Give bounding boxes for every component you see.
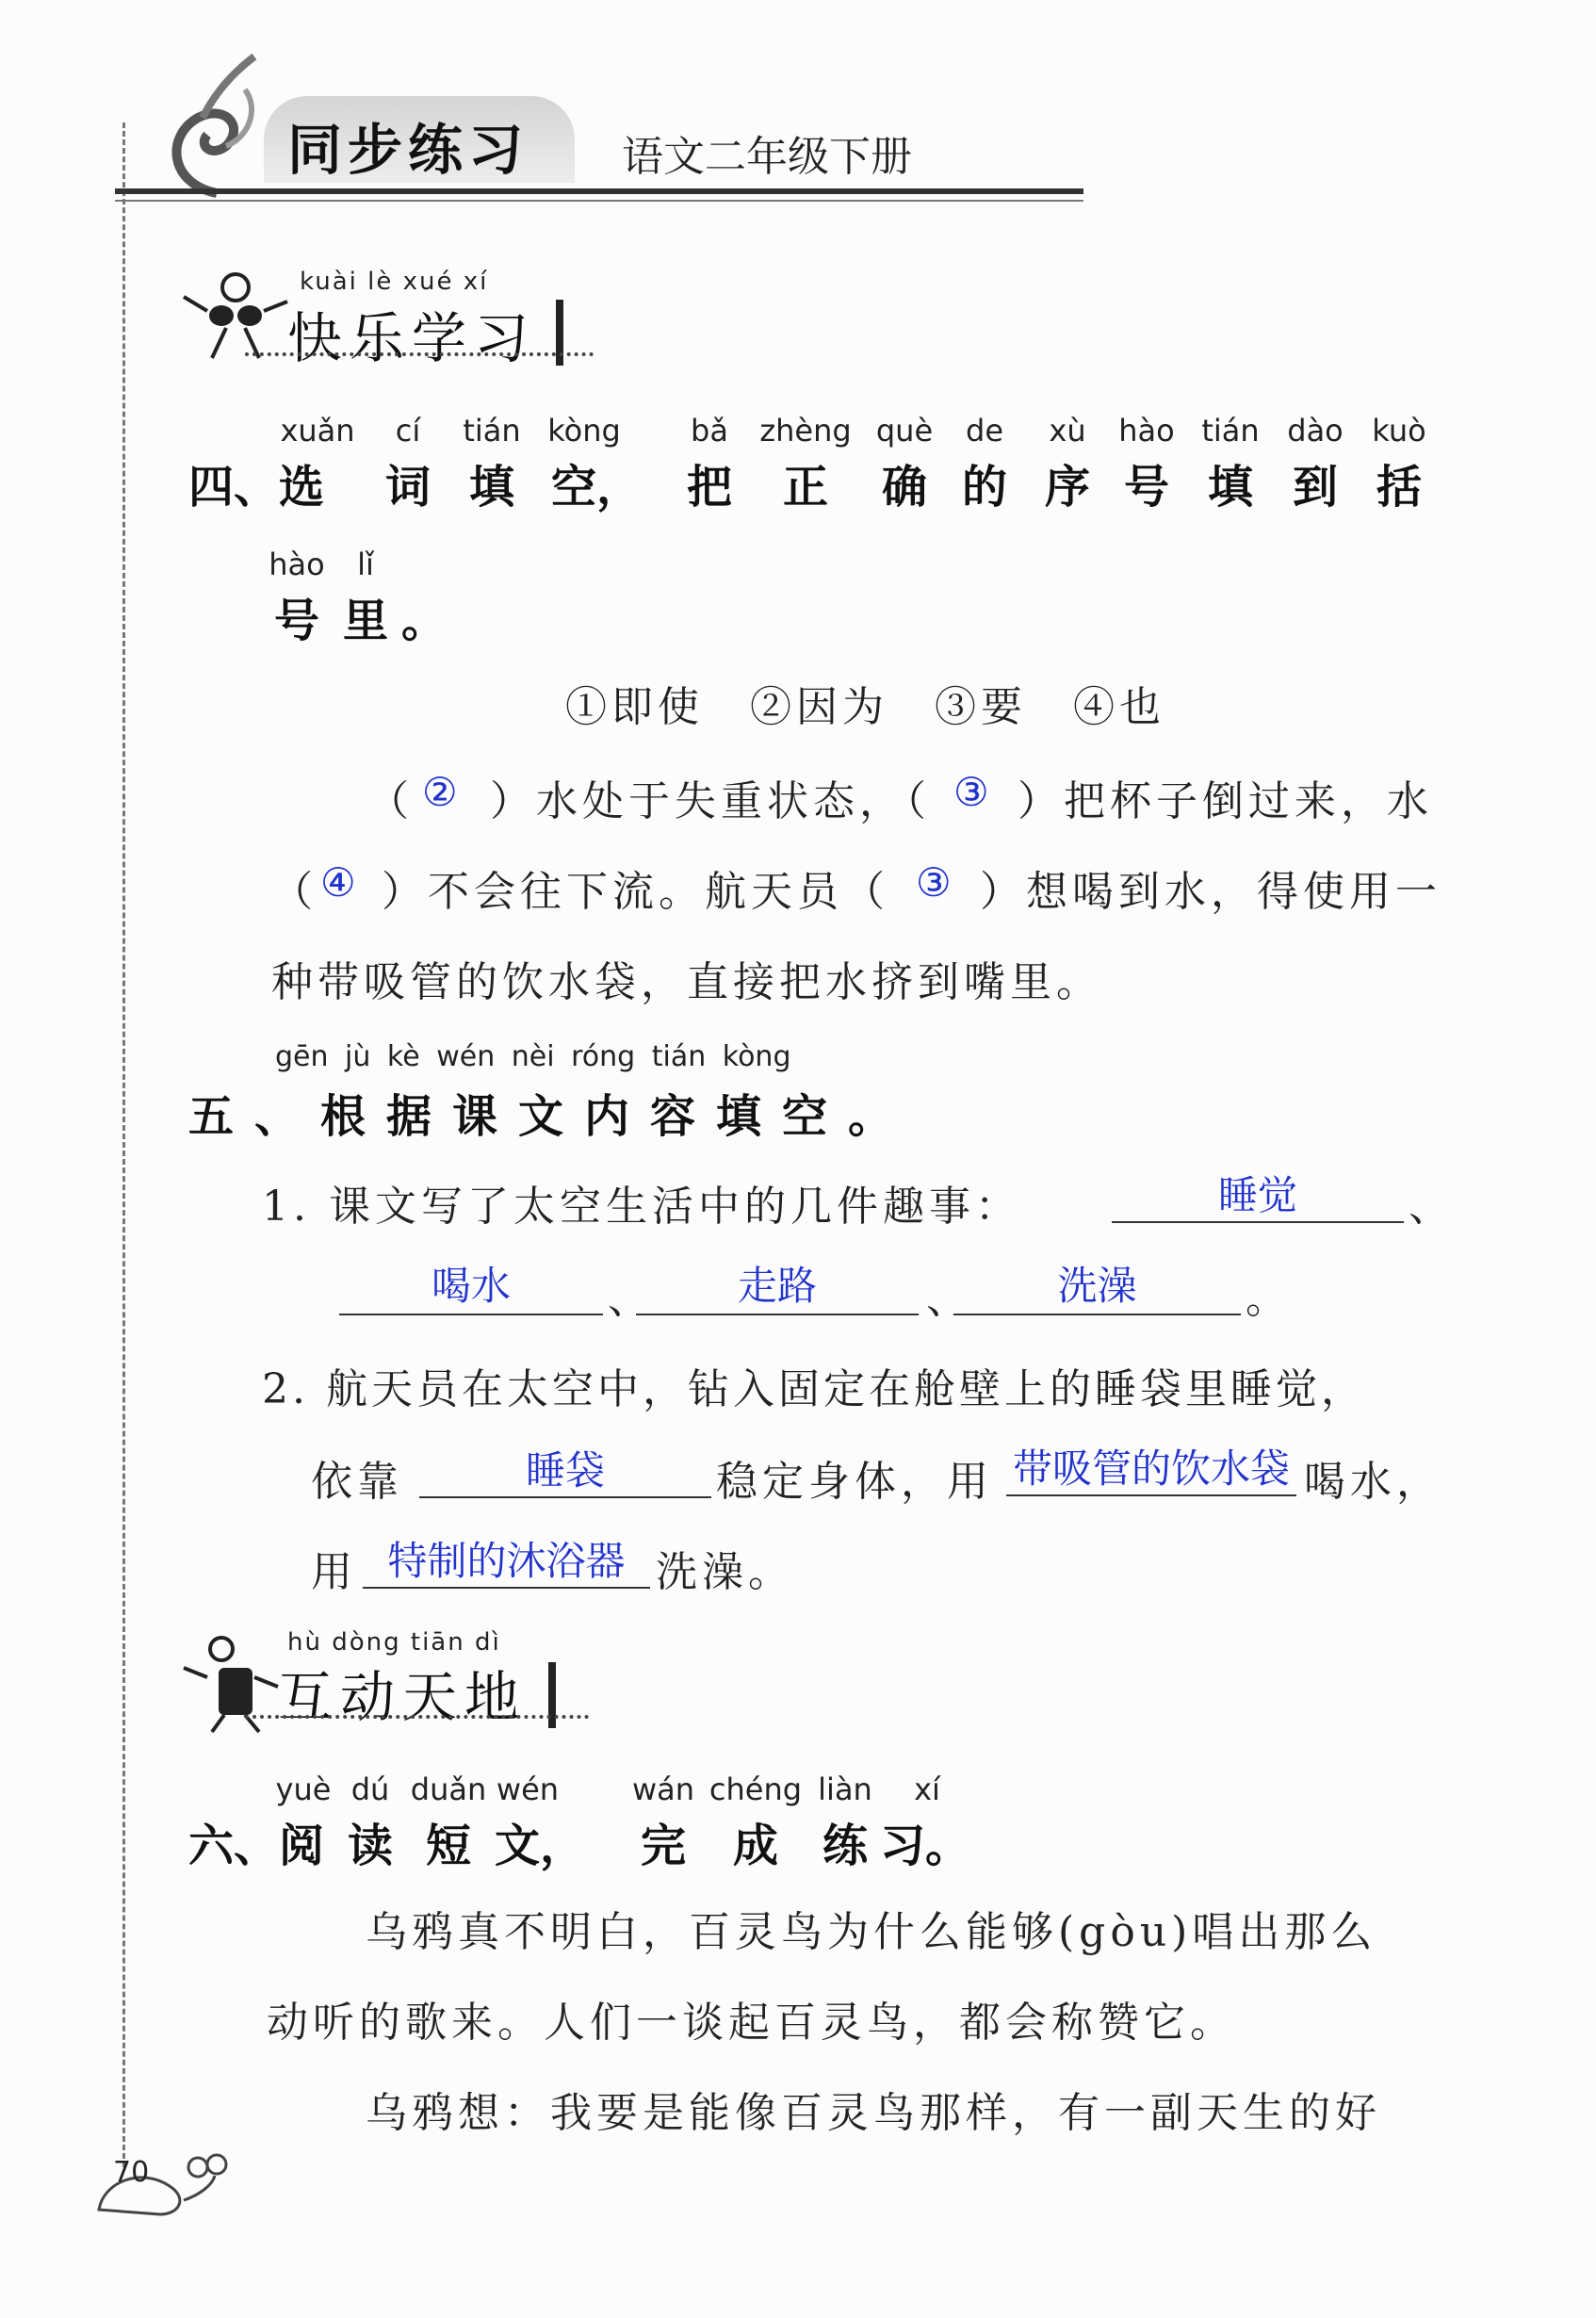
- q5-item1-line-3: [636, 1314, 919, 1315]
- q4-p2-b: ）不会往下流。航天员（: [382, 868, 889, 916]
- q4-p2-c: ）想喝到水，得使用一: [980, 868, 1441, 916]
- q5-sep-2: 、: [608, 1275, 654, 1323]
- q6-pinyin-row: yuè dú duǎn wén wán chéng liàn xí: [275, 1771, 940, 1807]
- q5-sep-3: 、: [926, 1275, 972, 1323]
- q5-item1-line-1: [1112, 1221, 1404, 1223]
- q6-title-row: 六、阅 读 短 文， 完 成 练 习。: [188, 1820, 971, 1872]
- q5-item1-answer-2: 喝水: [431, 1263, 511, 1309]
- header-title: 同步练习: [287, 118, 529, 182]
- q5-item2-b: 稳定身体，用: [716, 1458, 993, 1506]
- q5-item1-line-2: [339, 1314, 603, 1315]
- q6-para1-line1: 乌鸦真不明白，百灵鸟为什么能够(gòu)唱出那么: [366, 1908, 1377, 1956]
- q6-para1-line2: 动听的歌来。人们一谈起百灵鸟，都会称赞它。: [267, 1999, 1236, 2047]
- q4-answer-2: ③: [953, 769, 989, 815]
- q5-item2-answer-1: 睡袋: [525, 1447, 605, 1494]
- q5-item2-line-2: [1006, 1494, 1296, 1496]
- q4-p1-c: ）把杯子倒过来，水: [1018, 777, 1433, 825]
- q4-answer-1: ②: [422, 769, 458, 815]
- q5-pinyin: gēn jù kè wén nèi róng tián kòng: [275, 1040, 791, 1073]
- q5-item2-d: 用: [311, 1548, 357, 1596]
- q5-item2-a: 依靠: [311, 1458, 403, 1506]
- q5-end: 。: [1246, 1275, 1292, 1323]
- q5-item1-line-4: [953, 1314, 1241, 1315]
- q5-title: 五、根据课文内容填空。: [188, 1090, 915, 1143]
- q5-item2-line-3: [363, 1587, 650, 1589]
- header-rule-thin: [115, 200, 1083, 202]
- q4-p2-a: （: [271, 868, 318, 916]
- q4-line2-hanzi-1: 号: [273, 595, 319, 647]
- q4-line2-pinyin-1: hào: [269, 547, 325, 582]
- q4-title-row: 四、选 词 填 空， 把 正 确 的 序 号 填 到 括: [188, 461, 1422, 514]
- q4-options: ①即使 ②因为 ③要 ④也: [565, 683, 1165, 731]
- section-kuaile-pinyin: kuài lè xué xí: [300, 268, 489, 296]
- section-hudong-pinyin: hù dòng tiān dì: [287, 1628, 501, 1657]
- q4-p1-a: （: [367, 777, 414, 825]
- q4-answer-3: ④: [320, 859, 356, 906]
- header-subtitle: 语文二年级下册: [622, 133, 912, 181]
- q4-line2-hanzi-2: 里: [342, 595, 388, 647]
- q6-para2-line1: 乌鸦想：我要是能像百灵鸟那样，有一副天生的好: [366, 2089, 1381, 2137]
- q5-item2-answer-3: 特制的沐浴器: [387, 1538, 626, 1584]
- q5-item2-line-1: [419, 1496, 711, 1498]
- section-kuaile-dots: [245, 352, 594, 356]
- section-hudong-title: 互动天地: [278, 1665, 528, 1729]
- swirl-decoration-icon: [160, 52, 264, 203]
- q5-item1-answer-4: 洗澡: [1057, 1263, 1137, 1309]
- q4-line2-hanzi-3: 。: [400, 595, 447, 647]
- q4-answer-4: ③: [916, 859, 952, 906]
- q4-p1-b: ）水处于失重状态，（: [490, 777, 931, 825]
- q4-line2-pinyin-2: lǐ: [357, 547, 374, 582]
- q4-pinyin-row: xuǎn cí tián kòng bǎ zhèng què de xù hào tián dào kuò: [280, 413, 1426, 449]
- q5-item2-answer-2: 带吸管的饮水袋: [1012, 1445, 1290, 1492]
- q5-item2-e: 洗澡。: [656, 1548, 794, 1596]
- q5-item1-answer-3: 走路: [737, 1263, 817, 1309]
- q4-p3: 种带吸管的饮水袋，直接把水挤到嘴里。: [271, 958, 1102, 1006]
- q5-item1-text: 1. 课文写了太空生活中的几件趣事：: [262, 1183, 1021, 1231]
- section-kuaile-title: 快乐学习: [287, 306, 537, 370]
- q5-sep-1: 、: [1409, 1183, 1455, 1231]
- section-hudong-dots: [245, 1715, 589, 1719]
- page-number: 70: [113, 2156, 150, 2189]
- header-rule: [115, 188, 1083, 194]
- q5-item2-c: 喝水，: [1304, 1458, 1442, 1506]
- q5-item2-line1: 2. 航天员在太空中，钻入固定在舱壁上的睡袋里睡觉，: [262, 1365, 1366, 1413]
- q5-item1-answer-1: 睡觉: [1217, 1172, 1297, 1218]
